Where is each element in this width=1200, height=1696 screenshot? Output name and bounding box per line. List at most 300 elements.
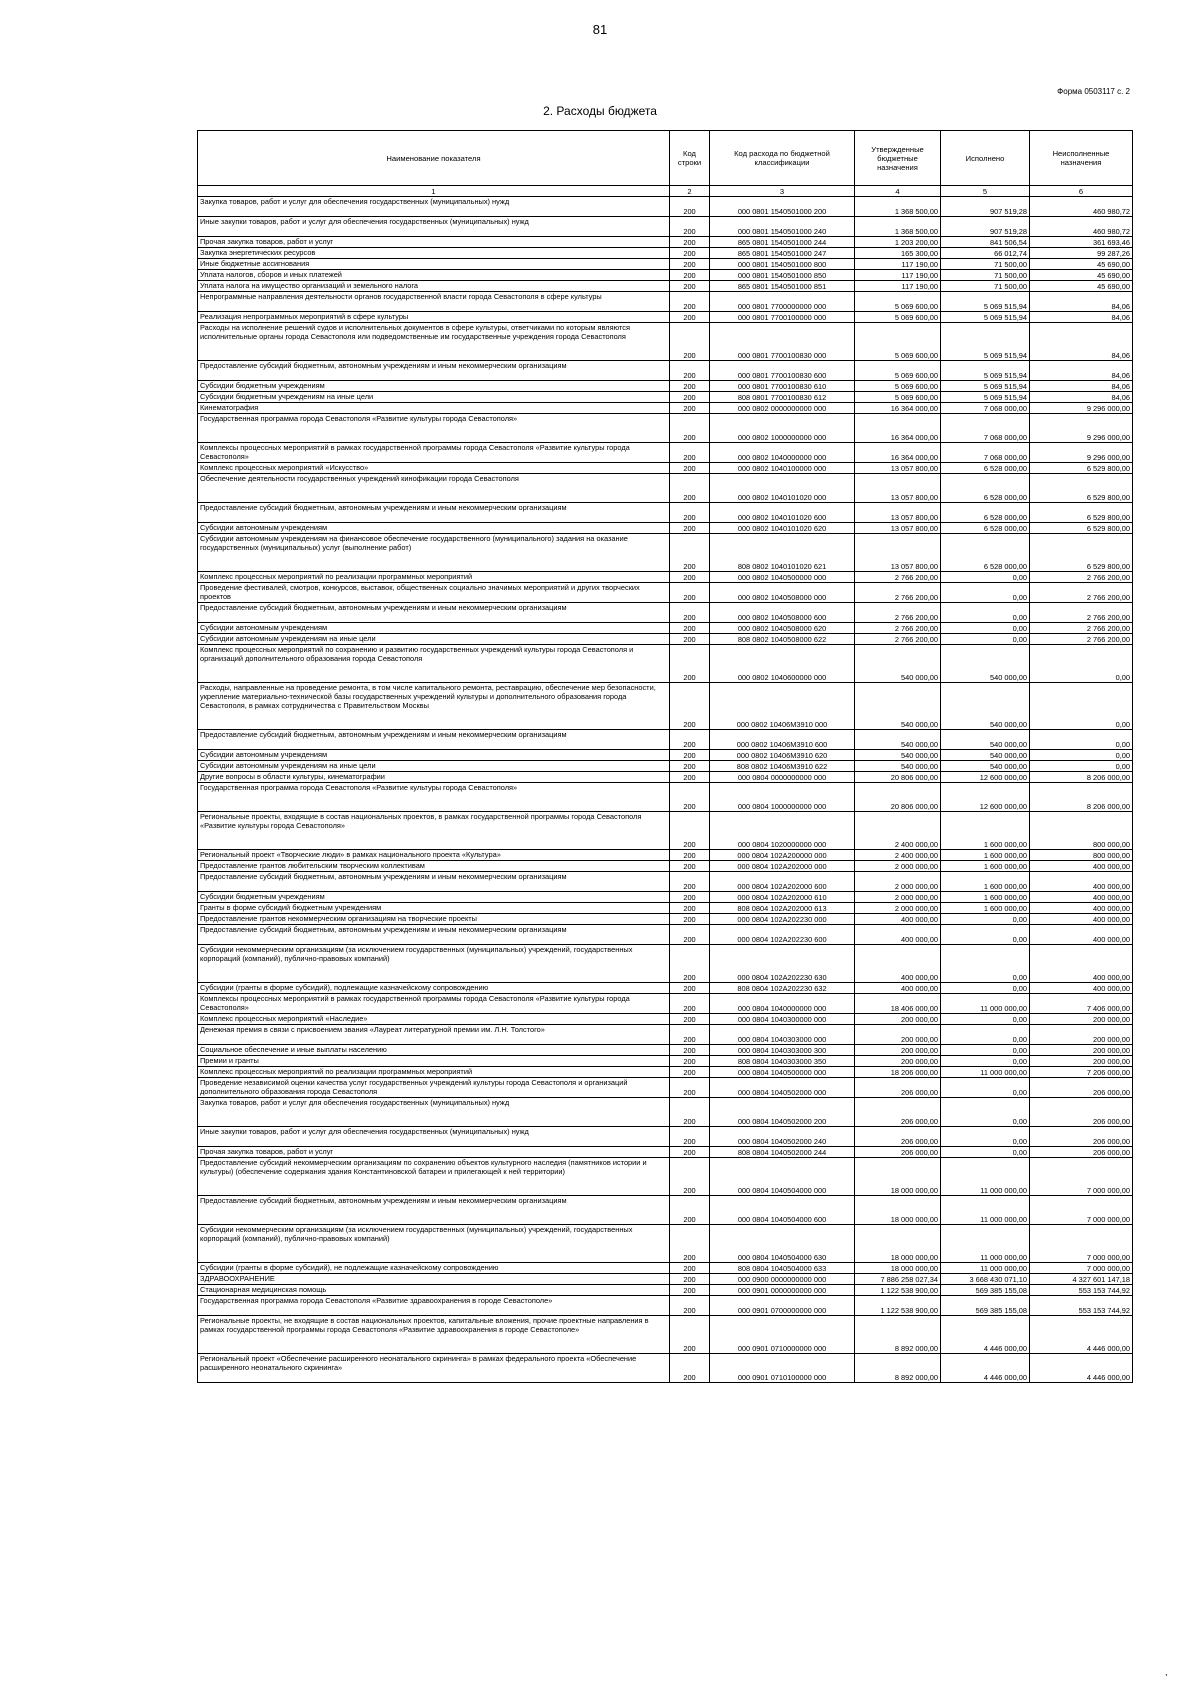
cell-executed: 0,00 [941, 1056, 1030, 1067]
cell-executed: 569 385 155,08 [941, 1285, 1030, 1296]
cell-executed: 6 528 000,00 [941, 503, 1030, 523]
table-row [198, 634, 1133, 645]
cell-unexecuted: 0,00 [1030, 730, 1133, 750]
cell-line-code: 200 [670, 534, 710, 572]
cell-executed: 1 600 000,00 [941, 850, 1030, 861]
table-row [198, 1078, 1133, 1098]
column-number: 4 [855, 186, 941, 197]
cell-approved: 2 400 000,00 [855, 850, 941, 861]
cell-name: Предоставление субсидий бюджетным, автономным учреждениям и иным некоммерческим организациям [198, 1196, 670, 1225]
cell-name: Прочая закупка товаров, работ и услуг [198, 1147, 670, 1158]
cell-name: Непрограммные направления деятельности органов государственной власти города Севастополя в сфере культуры [198, 292, 670, 312]
cell-expense-code: 000 0804 1000000000 000 [710, 783, 855, 812]
cell-executed: 540 000,00 [941, 683, 1030, 730]
cell-approved: 206 000,00 [855, 1127, 941, 1147]
cell-executed: 907 519,28 [941, 217, 1030, 237]
cell-expense-code: 865 0801 1540501000 247 [710, 248, 855, 259]
cell-expense-code: 808 0804 1040502000 244 [710, 1147, 855, 1158]
cell-name: Другие вопросы в области культуры, кинематографии [198, 772, 670, 783]
cell-expense-code: 000 0801 1540501000 200 [710, 197, 855, 217]
scan-mark: , [1165, 1667, 1168, 1677]
cell-executed: 0,00 [941, 914, 1030, 925]
column-number-row [198, 186, 1133, 197]
table-row [198, 534, 1133, 572]
cell-approved: 117 190,00 [855, 281, 941, 292]
cell-approved: 18 206 000,00 [855, 1067, 941, 1078]
cell-unexecuted: 2 766 200,00 [1030, 572, 1133, 583]
table-row [198, 903, 1133, 914]
column-header-line-code: Код строки [670, 131, 710, 186]
cell-approved: 200 000,00 [855, 1056, 941, 1067]
cell-expense-code: 000 0801 7700100830 610 [710, 381, 855, 392]
header-row [198, 131, 1133, 186]
cell-expense-code: 000 0804 1040303000 300 [710, 1045, 855, 1056]
cell-name: Закупка товаров, работ и услуг для обеспечения государственных (муниципальных) нужд [198, 197, 670, 217]
cell-expense-code: 000 0804 1040303000 000 [710, 1025, 855, 1045]
cell-expense-code: 000 0901 0710000000 000 [710, 1316, 855, 1354]
table-row [198, 914, 1133, 925]
cell-executed: 1 600 000,00 [941, 903, 1030, 914]
cell-approved: 5 069 600,00 [855, 381, 941, 392]
cell-expense-code: 000 0804 1040000000 000 [710, 994, 855, 1014]
cell-unexecuted: 4 446 000,00 [1030, 1354, 1133, 1383]
table-row [198, 1045, 1133, 1056]
cell-name: Проведение независимой оценки качества услуг государственных учреждений культуры города Севастополя и организаций дополнительного образования города Севастополя [198, 1078, 670, 1098]
cell-line-code: 200 [670, 945, 710, 983]
cell-expense-code: 808 0804 102А202000 613 [710, 903, 855, 914]
cell-expense-code: 000 0804 1020000000 000 [710, 812, 855, 850]
cell-approved: 2 000 000,00 [855, 892, 941, 903]
cell-unexecuted: 400 000,00 [1030, 903, 1133, 914]
cell-expense-code: 000 0802 1040101020 620 [710, 523, 855, 534]
cell-approved: 2 000 000,00 [855, 872, 941, 892]
table-row [198, 403, 1133, 414]
cell-unexecuted: 2 766 200,00 [1030, 623, 1133, 634]
cell-unexecuted: 6 529 800,00 [1030, 523, 1133, 534]
cell-name: ЗДРАВООХРАНЕНИЕ [198, 1274, 670, 1285]
table-row [198, 1274, 1133, 1285]
table-row [198, 381, 1133, 392]
cell-expense-code: 000 0901 0000000000 000 [710, 1285, 855, 1296]
cell-expense-code: 808 0801 7700100830 612 [710, 392, 855, 403]
cell-expense-code: 000 0802 1040101020 000 [710, 474, 855, 503]
cell-approved: 8 892 000,00 [855, 1316, 941, 1354]
cell-expense-code: 000 0802 1040508000 620 [710, 623, 855, 634]
table-row [198, 1098, 1133, 1127]
cell-name: Закупка товаров, работ и услуг для обеспечения государственных (муниципальных) нужд [198, 1098, 670, 1127]
cell-executed: 0,00 [941, 1098, 1030, 1127]
cell-unexecuted: 0,00 [1030, 750, 1133, 761]
cell-line-code: 200 [670, 403, 710, 414]
cell-expense-code: 000 0804 1040504000 600 [710, 1196, 855, 1225]
cell-executed: 1 600 000,00 [941, 892, 1030, 903]
cell-name: Комплексы процессных мероприятий в рамках государственной программы города Севастополя «Развитие культуры города Севастополя» [198, 994, 670, 1014]
cell-executed: 7 068 000,00 [941, 403, 1030, 414]
cell-executed: 0,00 [941, 634, 1030, 645]
cell-executed: 11 000 000,00 [941, 1225, 1030, 1263]
cell-approved: 13 057 800,00 [855, 503, 941, 523]
cell-expense-code: 000 0801 7700100000 000 [710, 312, 855, 323]
cell-expense-code: 808 0804 1040303000 350 [710, 1056, 855, 1067]
cell-line-code: 200 [670, 812, 710, 850]
cell-name: Субсидии некоммерческим организациям (за исключением государственных (муниципальных) учреждений, государственных корпораций (компаний), публично-правовых компаний) [198, 945, 670, 983]
cell-approved: 400 000,00 [855, 945, 941, 983]
cell-line-code: 200 [670, 1025, 710, 1045]
cell-executed: 6 528 000,00 [941, 463, 1030, 474]
column-number: 6 [1030, 186, 1133, 197]
cell-executed: 5 069 515,94 [941, 361, 1030, 381]
cell-line-code: 200 [670, 892, 710, 903]
table-row [198, 1196, 1133, 1225]
cell-approved: 5 069 600,00 [855, 323, 941, 361]
cell-name: Иные закупки товаров, работ и услуг для обеспечения государственных (муниципальных) нужд [198, 217, 670, 237]
cell-approved: 1 203 200,00 [855, 237, 941, 248]
cell-expense-code: 000 0802 1040000000 000 [710, 443, 855, 463]
cell-executed: 540 000,00 [941, 730, 1030, 750]
cell-approved: 117 190,00 [855, 259, 941, 270]
cell-unexecuted: 553 153 744,92 [1030, 1285, 1133, 1296]
cell-expense-code: 000 0801 1540501000 240 [710, 217, 855, 237]
table-row [198, 994, 1133, 1014]
cell-line-code: 200 [670, 872, 710, 892]
cell-name: Предоставление грантов некоммерческим организациям на творческие проекты [198, 914, 670, 925]
cell-name: Кинематография [198, 403, 670, 414]
cell-expense-code: 000 0804 102А202230 600 [710, 925, 855, 945]
cell-unexecuted: 99 287,26 [1030, 248, 1133, 259]
page-number: 81 [592, 22, 608, 37]
cell-executed: 6 528 000,00 [941, 523, 1030, 534]
cell-unexecuted: 84,06 [1030, 361, 1133, 381]
cell-name: Предоставление субсидий бюджетным, автономным учреждениям и иным некоммерческим организациям [198, 925, 670, 945]
cell-unexecuted: 200 000,00 [1030, 1025, 1133, 1045]
cell-executed: 0,00 [941, 1078, 1030, 1098]
table-row [198, 761, 1133, 772]
cell-executed: 0,00 [941, 1025, 1030, 1045]
cell-line-code: 200 [670, 361, 710, 381]
cell-expense-code: 000 0802 1040500000 000 [710, 572, 855, 583]
cell-line-code: 200 [670, 1296, 710, 1316]
cell-name: Проведение фестивалей, смотров, конкурсов, выставок, общественных социально значимых мероприятий и других творческих проектов [198, 583, 670, 603]
cell-approved: 18 406 000,00 [855, 994, 941, 1014]
cell-line-code: 200 [670, 1196, 710, 1225]
cell-executed: 0,00 [941, 1045, 1030, 1056]
cell-line-code: 200 [670, 603, 710, 623]
cell-unexecuted: 2 766 200,00 [1030, 634, 1133, 645]
cell-name: Реализация непрограммных мероприятий в сфере культуры [198, 312, 670, 323]
cell-name: Обеспечение деятельности государственных учреждений кинофикации города Севастополя [198, 474, 670, 503]
cell-expense-code: 000 0802 1040100000 000 [710, 463, 855, 474]
column-number: 1 [198, 186, 670, 197]
cell-name: Расходы, направленные на проведение ремонта, в том числе капитального ремонта, реставрацию, обеспечение мер безопасности, укрепление материально-технической базы государственных учреждений культуры и дополнительного образования города Севастополя, в рамках сотрудничества с Правительством Москвы [198, 683, 670, 730]
cell-name: Субсидии некоммерческим организациям (за исключением государственных (муниципальных) учреждений, государственных корпораций (компаний), публично-правовых компаний) [198, 1225, 670, 1263]
cell-approved: 540 000,00 [855, 645, 941, 683]
table-row [198, 463, 1133, 474]
cell-expense-code: 865 0801 1540501000 244 [710, 237, 855, 248]
cell-line-code: 200 [670, 645, 710, 683]
cell-approved: 200 000,00 [855, 1025, 941, 1045]
table-row [198, 1127, 1133, 1147]
page-title: 2. Расходы бюджета [543, 104, 657, 118]
cell-name: Региональные проекты, не входящие в состав национальных проектов, капитальные вложения, прочие проектные направления в рамках государственной программы города Севастополя «Развитие здравоохранения в городе Севастополе» [198, 1316, 670, 1354]
cell-name: Субсидии (гранты в форме субсидий), подлежащие казначейскому сопровождению [198, 983, 670, 994]
cell-expense-code: 000 0802 1040508000 000 [710, 583, 855, 603]
cell-line-code: 200 [670, 1067, 710, 1078]
cell-line-code: 200 [670, 248, 710, 259]
cell-unexecuted: 206 000,00 [1030, 1147, 1133, 1158]
cell-unexecuted: 0,00 [1030, 683, 1133, 730]
cell-executed: 540 000,00 [941, 761, 1030, 772]
cell-approved: 8 892 000,00 [855, 1354, 941, 1383]
table-row [198, 312, 1133, 323]
cell-executed: 0,00 [941, 572, 1030, 583]
cell-executed: 0,00 [941, 1147, 1030, 1158]
cell-line-code: 200 [670, 994, 710, 1014]
cell-line-code: 200 [670, 1014, 710, 1025]
table-row [198, 1025, 1133, 1045]
cell-approved: 206 000,00 [855, 1147, 941, 1158]
cell-unexecuted: 9 296 000,00 [1030, 414, 1133, 443]
cell-unexecuted: 2 766 200,00 [1030, 603, 1133, 623]
cell-executed: 1 600 000,00 [941, 872, 1030, 892]
cell-name: Предоставление субсидий бюджетным, автономным учреждениям и иным некоммерческим организациям [198, 361, 670, 381]
cell-line-code: 200 [670, 217, 710, 237]
cell-approved: 1 368 500,00 [855, 197, 941, 217]
cell-executed: 540 000,00 [941, 645, 1030, 683]
cell-line-code: 200 [670, 474, 710, 503]
table-row [198, 772, 1133, 783]
cell-line-code: 200 [670, 925, 710, 945]
cell-approved: 400 000,00 [855, 925, 941, 945]
cell-approved: 206 000,00 [855, 1078, 941, 1098]
cell-executed: 5 069 515,94 [941, 323, 1030, 361]
cell-executed: 0,00 [941, 1014, 1030, 1025]
cell-name: Субсидии автономным учреждениям на иные цели [198, 634, 670, 645]
cell-line-code: 200 [670, 281, 710, 292]
table-row [198, 850, 1133, 861]
cell-unexecuted: 8 206 000,00 [1030, 783, 1133, 812]
cell-name: Субсидии бюджетным учреждениям [198, 892, 670, 903]
cell-expense-code: 000 0801 7700000000 000 [710, 292, 855, 312]
cell-unexecuted: 553 153 744,92 [1030, 1296, 1133, 1316]
cell-unexecuted: 84,06 [1030, 312, 1133, 323]
cell-executed: 0,00 [941, 1127, 1030, 1147]
table-row [198, 812, 1133, 850]
cell-unexecuted: 7 406 000,00 [1030, 994, 1133, 1014]
cell-line-code: 200 [670, 381, 710, 392]
cell-approved: 1 122 538 900,00 [855, 1285, 941, 1296]
cell-expense-code: 000 0802 1000000000 000 [710, 414, 855, 443]
table-row [198, 323, 1133, 361]
table-row [198, 572, 1133, 583]
cell-unexecuted: 4 327 601 147,18 [1030, 1274, 1133, 1285]
cell-approved: 2 000 000,00 [855, 903, 941, 914]
cell-unexecuted: 400 000,00 [1030, 872, 1133, 892]
cell-approved: 2 000 000,00 [855, 861, 941, 872]
cell-executed: 1 600 000,00 [941, 861, 1030, 872]
cell-approved: 117 190,00 [855, 270, 941, 281]
cell-executed: 0,00 [941, 583, 1030, 603]
cell-expense-code: 000 0901 0700000000 000 [710, 1296, 855, 1316]
column-number: 5 [941, 186, 1030, 197]
cell-expense-code: 865 0801 1540501000 851 [710, 281, 855, 292]
cell-unexecuted: 7 000 000,00 [1030, 1196, 1133, 1225]
cell-name: Комплекс процессных мероприятий «Искусство» [198, 463, 670, 474]
cell-approved: 165 300,00 [855, 248, 941, 259]
cell-line-code: 200 [670, 750, 710, 761]
cell-name: Государственная программа города Севастополя «Развитие культуры города Севастополя» [198, 783, 670, 812]
table-row [198, 1316, 1133, 1354]
cell-executed: 11 000 000,00 [941, 1196, 1030, 1225]
cell-expense-code: 000 0802 0000000000 000 [710, 403, 855, 414]
cell-executed: 0,00 [941, 983, 1030, 994]
cell-expense-code: 000 0804 102А202000 600 [710, 872, 855, 892]
cell-line-code: 200 [670, 730, 710, 750]
column-header-approved: Утвержденные бюджетные назначения [855, 131, 941, 186]
cell-approved: 2 766 200,00 [855, 634, 941, 645]
cell-approved: 13 057 800,00 [855, 463, 941, 474]
cell-unexecuted: 6 529 800,00 [1030, 474, 1133, 503]
cell-name: Субсидии автономным учреждениям [198, 523, 670, 534]
cell-line-code: 200 [670, 683, 710, 730]
cell-unexecuted: 206 000,00 [1030, 1098, 1133, 1127]
cell-name: Региональные проекты, входящие в состав национальных проектов, в рамках государственной программы города Севастополя «Развитие культуры города Севастополя» [198, 812, 670, 850]
table-row [198, 392, 1133, 403]
cell-unexecuted: 206 000,00 [1030, 1127, 1133, 1147]
column-header-executed: Исполнено [941, 131, 1030, 186]
cell-line-code: 200 [670, 292, 710, 312]
cell-expense-code: 000 0804 1040504000 000 [710, 1158, 855, 1196]
cell-approved: 206 000,00 [855, 1098, 941, 1127]
cell-expense-code: 000 0804 1040502000 000 [710, 1078, 855, 1098]
cell-unexecuted: 45 690,00 [1030, 270, 1133, 281]
cell-line-code: 200 [670, 392, 710, 403]
table-row [198, 1285, 1133, 1296]
cell-line-code: 200 [670, 1354, 710, 1383]
cell-executed: 4 446 000,00 [941, 1354, 1030, 1383]
cell-approved: 2 766 200,00 [855, 572, 941, 583]
cell-approved: 18 000 000,00 [855, 1158, 941, 1196]
cell-unexecuted: 200 000,00 [1030, 1014, 1133, 1025]
cell-approved: 18 000 000,00 [855, 1263, 941, 1274]
cell-name: Предоставление субсидий бюджетным, автономным учреждениям и иным некоммерческим организациям [198, 603, 670, 623]
table-row [198, 414, 1133, 443]
cell-name: Региональный проект «Обеспечение расширенного неонатального скрининга» в рамках федерального проекта «Обеспечение расширенного неонатального скрининга» [198, 1354, 670, 1383]
cell-approved: 200 000,00 [855, 1014, 941, 1025]
cell-expense-code: 000 0804 102А202000 610 [710, 892, 855, 903]
cell-name: Закупка энергетических ресурсов [198, 248, 670, 259]
cell-name: Уплата налога на имущество организаций и земельного налога [198, 281, 670, 292]
cell-name: Комплекс процессных мероприятий «Наследие» [198, 1014, 670, 1025]
cell-approved: 5 069 600,00 [855, 292, 941, 312]
column-header-name: Наименование показателя [198, 131, 670, 186]
cell-line-code: 200 [670, 761, 710, 772]
cell-line-code: 200 [670, 1158, 710, 1196]
cell-unexecuted: 800 000,00 [1030, 812, 1133, 850]
cell-line-code: 200 [670, 1078, 710, 1098]
cell-unexecuted: 2 766 200,00 [1030, 583, 1133, 603]
cell-executed: 6 528 000,00 [941, 474, 1030, 503]
table-row [198, 292, 1133, 312]
table-row [198, 1056, 1133, 1067]
cell-expense-code: 000 0804 1040500000 000 [710, 1067, 855, 1078]
table-row [198, 1067, 1133, 1078]
cell-executed: 0,00 [941, 623, 1030, 634]
cell-executed: 0,00 [941, 925, 1030, 945]
cell-unexecuted: 400 000,00 [1030, 925, 1133, 945]
cell-expense-code: 000 0802 1040508000 600 [710, 603, 855, 623]
table-row [198, 237, 1133, 248]
cell-expense-code: 000 0802 10406М3910 620 [710, 750, 855, 761]
table-row [198, 503, 1133, 523]
cell-executed: 11 000 000,00 [941, 994, 1030, 1014]
cell-expense-code: 000 0900 0000000000 000 [710, 1274, 855, 1285]
cell-approved: 540 000,00 [855, 761, 941, 772]
cell-approved: 18 000 000,00 [855, 1225, 941, 1263]
cell-approved: 5 069 600,00 [855, 392, 941, 403]
cell-line-code: 200 [670, 983, 710, 994]
cell-unexecuted: 400 000,00 [1030, 914, 1133, 925]
cell-line-code: 200 [670, 783, 710, 812]
cell-unexecuted: 200 000,00 [1030, 1056, 1133, 1067]
cell-line-code: 200 [670, 503, 710, 523]
cell-expense-code: 000 0804 1040502000 240 [710, 1127, 855, 1147]
cell-name: Комплекс процессных мероприятий по сохранению и развитию государственных учреждений культуры города Севастополя и организаций дополнительного образования города Севастополя [198, 645, 670, 683]
cell-approved: 1 122 538 900,00 [855, 1296, 941, 1316]
cell-approved: 2 766 200,00 [855, 603, 941, 623]
cell-line-code: 200 [670, 312, 710, 323]
cell-line-code: 200 [670, 1127, 710, 1147]
cell-executed: 5 069 515,94 [941, 392, 1030, 403]
cell-name: Гранты в форме субсидий бюджетным учреждениям [198, 903, 670, 914]
cell-line-code: 200 [670, 443, 710, 463]
cell-unexecuted: 84,06 [1030, 323, 1133, 361]
cell-line-code: 200 [670, 572, 710, 583]
cell-unexecuted: 460 980,72 [1030, 217, 1133, 237]
cell-approved: 5 069 600,00 [855, 361, 941, 381]
cell-expense-code: 000 0804 102А202230 000 [710, 914, 855, 925]
cell-line-code: 200 [670, 623, 710, 634]
table-row [198, 945, 1133, 983]
cell-name: Предоставление субсидий бюджетным, автономным учреждениям и иным некоммерческим организациям [198, 872, 670, 892]
table-row [198, 892, 1133, 903]
table-row [198, 1158, 1133, 1196]
cell-executed: 907 519,28 [941, 197, 1030, 217]
cell-unexecuted: 361 693,46 [1030, 237, 1133, 248]
cell-executed: 7 068 000,00 [941, 443, 1030, 463]
table-row [198, 872, 1133, 892]
cell-name: Прочая закупка товаров, работ и услуг [198, 237, 670, 248]
cell-unexecuted: 84,06 [1030, 292, 1133, 312]
table-row [198, 645, 1133, 683]
cell-line-code: 200 [670, 197, 710, 217]
cell-executed: 569 385 155,08 [941, 1296, 1030, 1316]
cell-name: Субсидии бюджетным учреждениям [198, 381, 670, 392]
expenses-table [197, 130, 1133, 1383]
cell-approved: 18 000 000,00 [855, 1196, 941, 1225]
cell-line-code: 200 [670, 1147, 710, 1158]
column-header-expense-code: Код расхода по бюджетной классификации [710, 131, 855, 186]
cell-executed: 12 600 000,00 [941, 783, 1030, 812]
cell-approved: 2 766 200,00 [855, 623, 941, 634]
cell-executed: 540 000,00 [941, 750, 1030, 761]
cell-line-code: 200 [670, 903, 710, 914]
table-row [198, 683, 1133, 730]
cell-executed: 841 506,54 [941, 237, 1030, 248]
cell-line-code: 200 [670, 237, 710, 248]
cell-name: Денежная премия в связи с присвоением звания «Лауреат литературной премии им. Л.Н. Толстого» [198, 1025, 670, 1045]
cell-name: Предоставление грантов любительским творческим коллективам [198, 861, 670, 872]
cell-expense-code: 000 0804 102А202230 630 [710, 945, 855, 983]
